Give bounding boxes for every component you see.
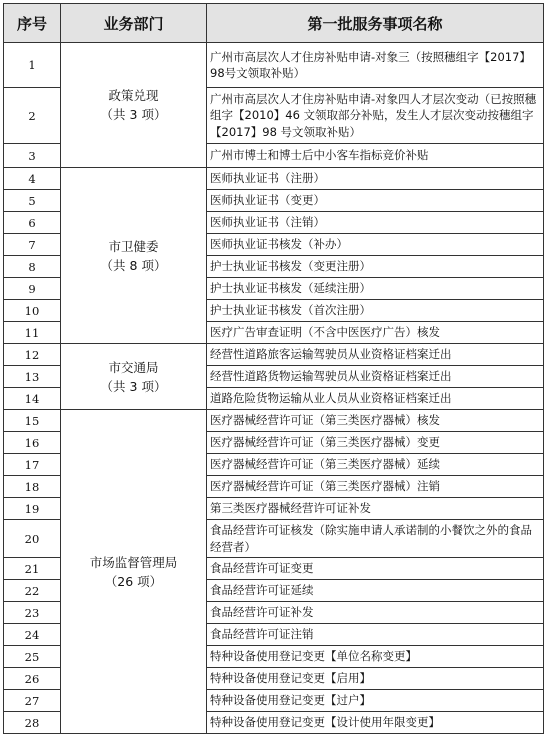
table-row [4, 168, 544, 190]
row-number: 4 [4, 168, 61, 190]
row-number: 28 [4, 712, 61, 734]
table-row [4, 344, 544, 366]
service-item-name: 医师执业证书（变更） [207, 190, 544, 212]
department-count: （共 3 项） [100, 107, 167, 122]
header-dept: 业务部门 [61, 4, 207, 43]
service-item-name: 食品经营许可证核发（除实施申请人承诺制的小餐饮之外的食品经营者） [207, 520, 544, 558]
department-cell [61, 168, 207, 344]
department-name: 市场监督管理局 [89, 554, 178, 570]
row-number: 20 [4, 520, 61, 558]
service-item-name: 第三类医疗器械经营许可证补发 [207, 498, 544, 520]
row-number: 26 [4, 668, 61, 690]
service-item-name: 医疗广告审查证明（不含中医医疗广告）核发 [207, 322, 544, 344]
row-number: 25 [4, 646, 61, 668]
row-number: 3 [4, 144, 61, 168]
row-number: 15 [4, 410, 61, 432]
service-item-name: 广州市博士和博士后中小客车指标竞价补贴 [207, 144, 544, 168]
row-number: 10 [4, 300, 61, 322]
row-number: 12 [4, 344, 61, 366]
row-number: 27 [4, 690, 61, 712]
department-cell [61, 344, 207, 410]
department-name: 市卫健委 [108, 238, 159, 254]
department-cell [61, 410, 207, 734]
table-body [4, 43, 544, 734]
row-number: 11 [4, 322, 61, 344]
service-item-name: 护士执业证书核发（变更注册） [207, 256, 544, 278]
header-row [4, 4, 544, 43]
row-number: 9 [4, 278, 61, 300]
row-number: 18 [4, 476, 61, 498]
row-number: 14 [4, 388, 61, 410]
service-item-name: 广州市高层次人才住房补贴申请-对象三（按照穗组字【2017】98号文领取补贴） [207, 43, 544, 88]
row-number: 6 [4, 212, 61, 234]
service-item-name: 医师执业证书核发（补办） [207, 234, 544, 256]
department-count: （共 3 项） [100, 378, 167, 394]
table-row [4, 410, 544, 432]
row-number: 1 [4, 43, 61, 88]
department-count: （26 项） [104, 573, 163, 589]
service-item-name: 医师执业证书（注册） [207, 168, 544, 190]
table-row [4, 43, 544, 88]
service-item-name: 医疗器械经营许可证（第三类医疗器械）核发 [207, 410, 544, 432]
department-count: （共 8 项） [100, 257, 167, 273]
service-item-name: 食品经营许可证延续 [207, 580, 544, 602]
row-number: 7 [4, 234, 61, 256]
service-item-name: 医师执业证书（注销） [207, 212, 544, 234]
department-cell [61, 43, 207, 168]
row-number: 24 [4, 624, 61, 646]
service-item-name: 特种设备使用登记变更【单位名称变更】 [207, 646, 544, 668]
service-item-name: 特种设备使用登记变更【设计使用年限变更】 [207, 712, 544, 734]
services-table [3, 3, 544, 734]
header-item: 第一批服务事项名称 [207, 4, 544, 43]
service-item-name: 特种设备使用登记变更【过户】 [207, 690, 544, 712]
row-number: 23 [4, 602, 61, 624]
row-number: 16 [4, 432, 61, 454]
service-item-name: 医疗器械经营许可证（第三类医疗器械）变更 [207, 432, 544, 454]
service-item-name: 食品经营许可证变更 [207, 558, 544, 580]
row-number: 21 [4, 558, 61, 580]
service-item-name: 食品经营许可证注销 [207, 624, 544, 646]
service-item-name: 护士执业证书核发（延续注册） [207, 278, 544, 300]
row-number: 19 [4, 498, 61, 520]
service-item-name: 道路危险货物运输从业人员从业资格证档案迁出 [207, 388, 544, 410]
row-number: 2 [4, 88, 61, 144]
row-number: 13 [4, 366, 61, 388]
row-number: 17 [4, 454, 61, 476]
service-item-name: 经营性道路旅客运输驾驶员从业资格证档案迁出 [207, 344, 544, 366]
department-name: 政策兑现 [108, 88, 159, 103]
service-item-name: 护士执业证书核发（首次注册） [207, 300, 544, 322]
service-item-name: 医疗器械经营许可证（第三类医疗器械）注销 [207, 476, 544, 498]
department-name: 市交通局 [108, 359, 159, 375]
row-number: 22 [4, 580, 61, 602]
row-number: 5 [4, 190, 61, 212]
service-item-name: 食品经营许可证补发 [207, 602, 544, 624]
header-seq: 序号 [4, 4, 61, 43]
service-item-name: 特种设备使用登记变更【启用】 [207, 668, 544, 690]
service-item-name: 医疗器械经营许可证（第三类医疗器械）延续 [207, 454, 544, 476]
service-item-name: 广州市高层次人才住房补贴申请-对象四人才层次变动（已按照穗组字【2010】46 文领取部分补贴，发生人才层次变动按穗组字【2017】98 号文领取补贴） [207, 88, 544, 144]
row-number: 8 [4, 256, 61, 278]
service-item-name: 经营性道路货物运输驾驶员从业资格证档案迁出 [207, 366, 544, 388]
